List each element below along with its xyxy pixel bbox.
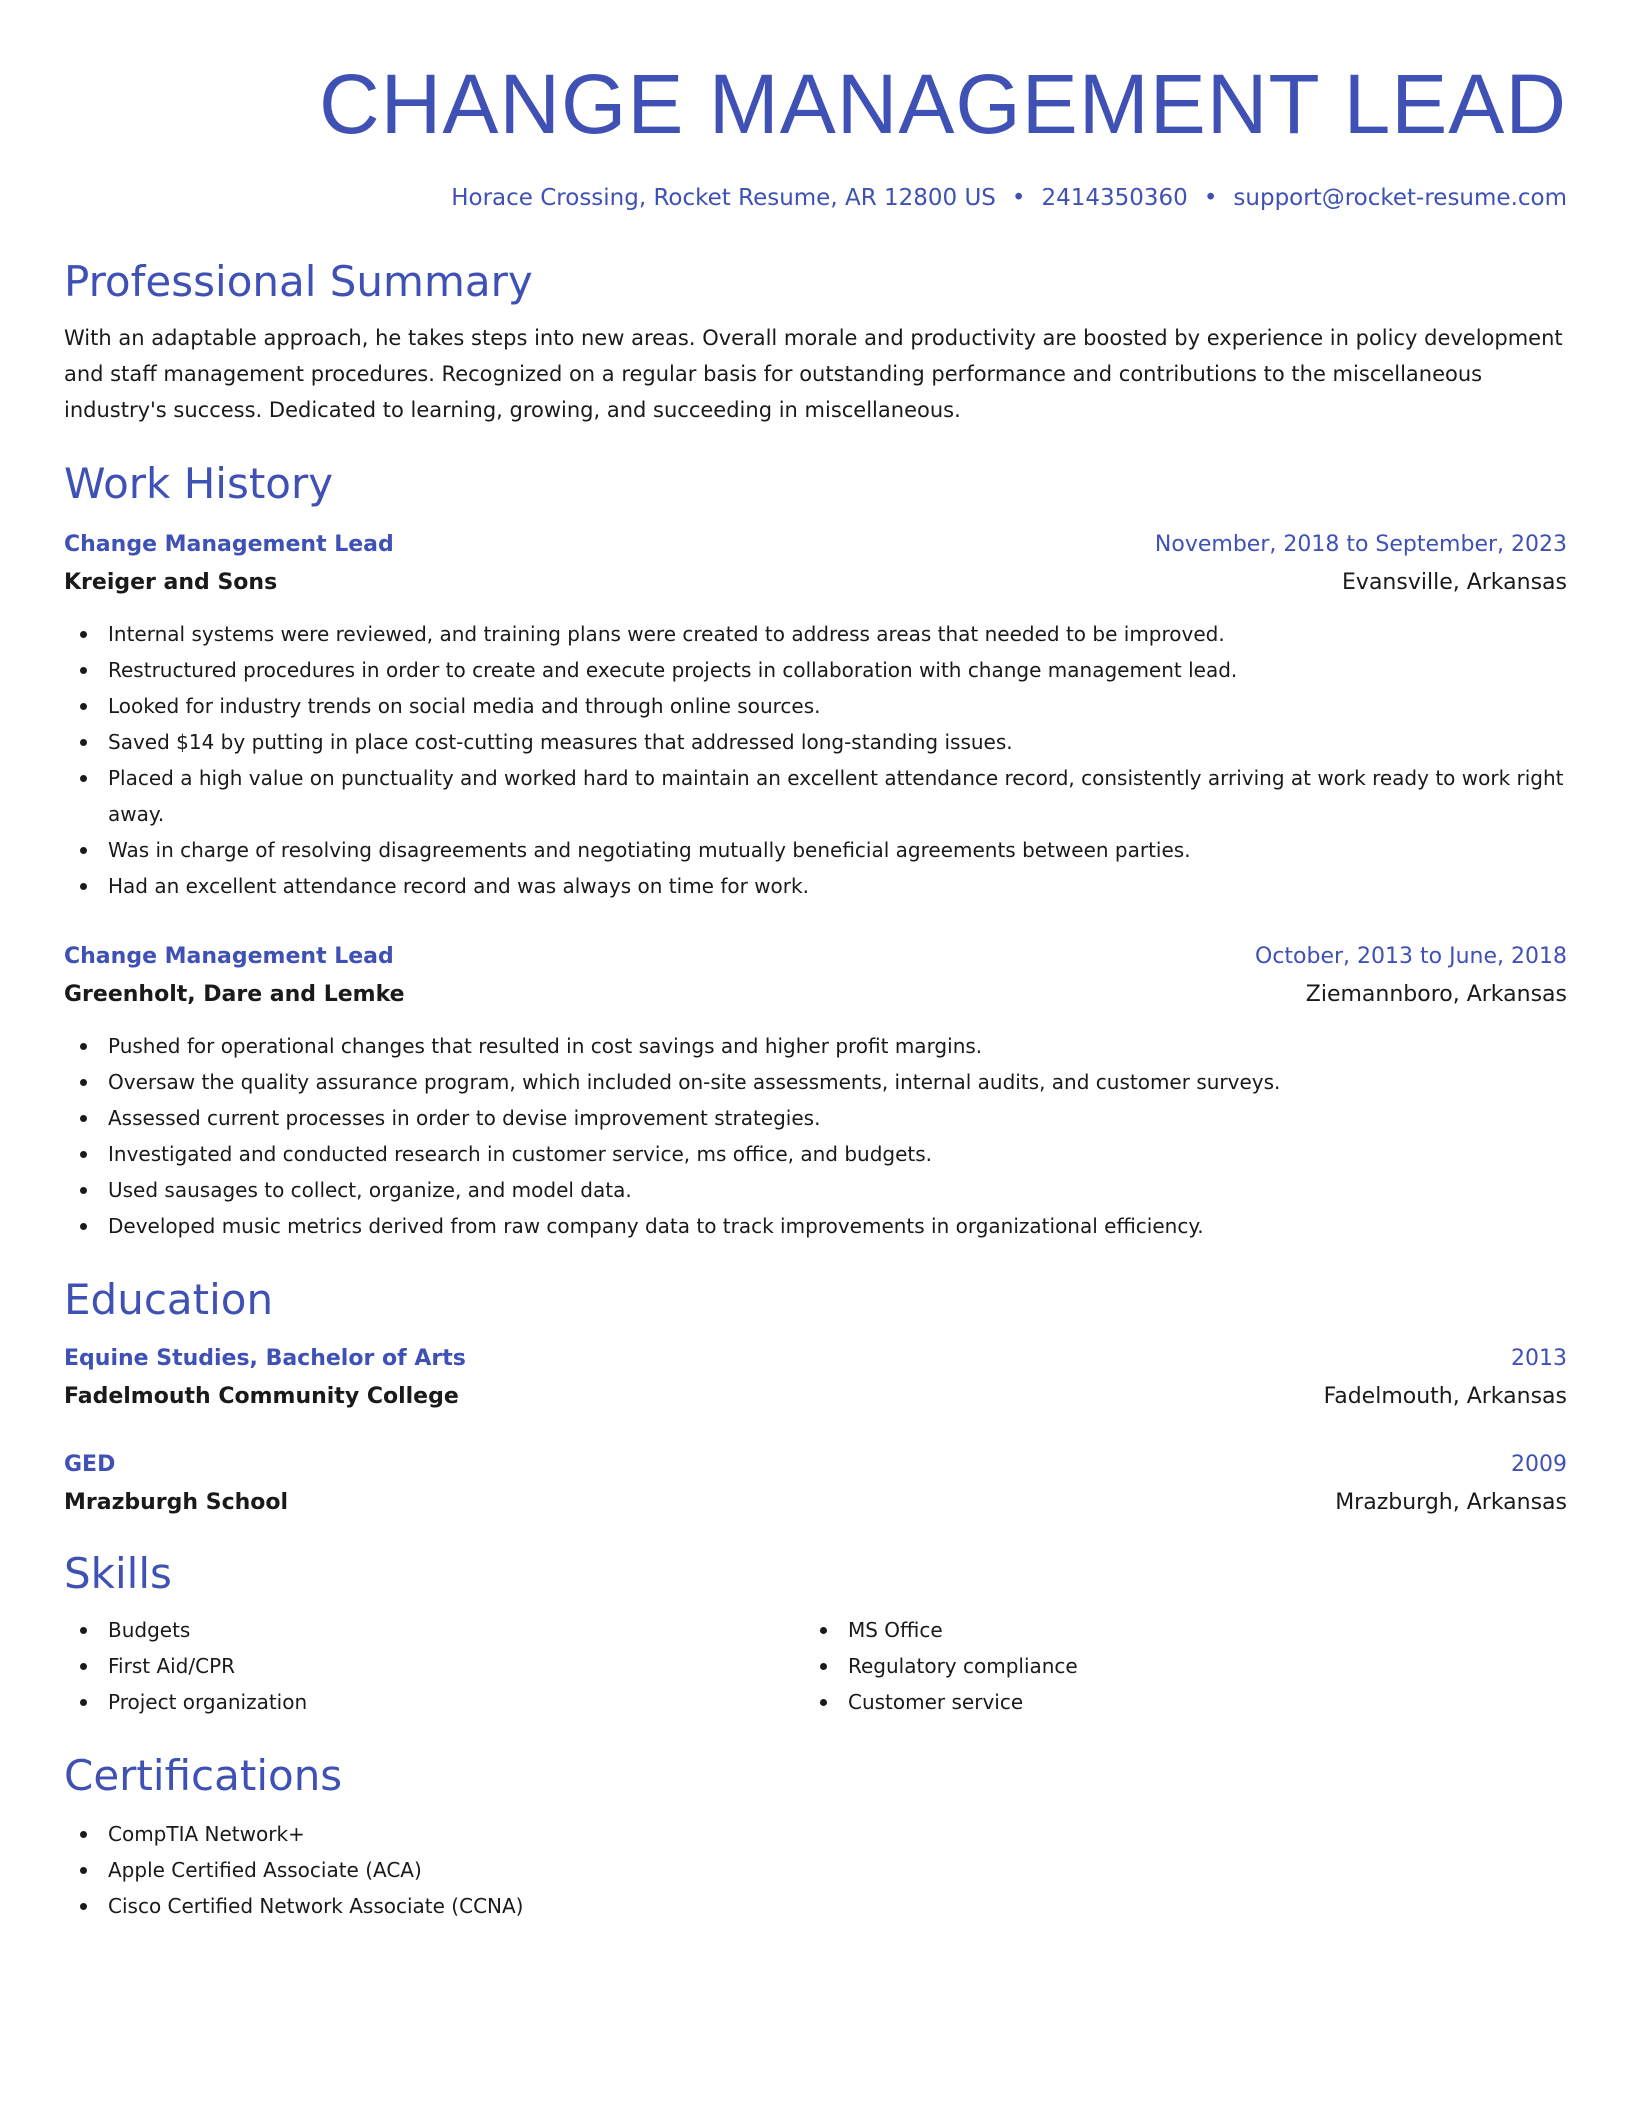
education-school: Mrazburgh School	[64, 1490, 289, 1515]
education-degree: GED	[64, 1452, 116, 1477]
job-bullet: Developed music metrics derived from raw company data to track improvements in organizational efficiency.	[64, 1208, 1567, 1244]
job-role: Change Management Lead	[64, 944, 394, 969]
skills-list	[804, 1612, 1544, 1720]
education-heading: Education	[64, 1275, 274, 1324]
education-entry	[64, 1340, 1567, 1416]
job-bullet: Saved $14 by putting in place cost-cutting measures that addressed long-standing issues.	[64, 724, 1567, 760]
work-history-heading: Work History	[64, 459, 334, 508]
skills-list	[64, 1612, 804, 1720]
education-year: 2013	[1511, 1346, 1567, 1371]
resume-header	[64, 56, 1567, 214]
job-location: Ziemannboro, Arkansas	[1305, 982, 1567, 1007]
job-dates: October, 2013 to June, 2018	[1255, 944, 1567, 969]
job-dates: November, 2018 to September, 2023	[1154, 532, 1567, 557]
certification-item: Apple Certified Associate (ACA)	[64, 1852, 1567, 1888]
skills-heading: Skills	[64, 1549, 172, 1598]
education-degree: Equine Studies, Bachelor of Arts	[64, 1346, 466, 1371]
skill-item: First Aid/CPR	[64, 1648, 804, 1684]
job-bullets	[64, 616, 1567, 904]
job-entry	[64, 938, 1567, 1244]
job-entry	[64, 526, 1567, 904]
contact-phone: 2414350360	[1041, 185, 1188, 211]
education-location: Mrazburgh, Arkansas	[1335, 1490, 1567, 1515]
job-location: Evansville, Arkansas	[1342, 570, 1567, 595]
job-bullet: Oversaw the quality assurance program, which included on-site assessments, internal audits, and customer surveys.	[64, 1064, 1567, 1100]
certifications-heading: Certifications	[64, 1751, 343, 1800]
resume-page	[64, 56, 1567, 1924]
skill-item: Regulatory compliance	[804, 1648, 1544, 1684]
job-bullet: Assessed current processes in order to devise improvement strategies.	[64, 1100, 1567, 1136]
job-header-row	[64, 526, 1567, 564]
certifications-list	[64, 1816, 1567, 1924]
job-bullet: Used sausages to collect, organize, and model data.	[64, 1172, 1567, 1208]
job-bullet: Investigated and conducted research in customer service, ms office, and budgets.	[64, 1136, 1567, 1172]
education-entry	[64, 1446, 1567, 1522]
job-bullet: Placed a high value on punctuality and worked hard to maintain an excellent attendance record, consistently arriving at work ready to work right away.	[64, 760, 1567, 832]
education-degree-row	[64, 1340, 1567, 1378]
contact-separator: •	[1203, 185, 1218, 211]
education-degree-row	[64, 1446, 1567, 1484]
skills-column-right	[804, 1612, 1544, 1720]
candidate-title: CHANGE MANAGEMENT LEAD	[319, 57, 1567, 151]
contact-email[interactable]: support@rocket-resume.com	[1233, 185, 1567, 211]
job-bullets	[64, 1028, 1567, 1244]
job-header-row	[64, 938, 1567, 976]
job-company-row	[64, 976, 1567, 1014]
summary-heading: Professional Summary	[64, 257, 533, 306]
job-role: Change Management Lead	[64, 532, 394, 557]
education-school: Fadelmouth Community College	[64, 1384, 459, 1409]
job-bullet: Was in charge of resolving disagreements and negotiating mutually beneficial agreements between parties.	[64, 832, 1567, 868]
education-school-row	[64, 1378, 1567, 1416]
skill-item: Budgets	[64, 1612, 804, 1648]
contact-separator: •	[1011, 185, 1026, 211]
job-bullet: Looked for industry trends on social media and through online sources.	[64, 688, 1567, 724]
skill-item: Project organization	[64, 1684, 804, 1720]
job-bullet: Had an excellent attendance record and was always on time for work.	[64, 868, 1567, 904]
certification-item: Cisco Certified Network Associate (CCNA)	[64, 1888, 1567, 1924]
education-school-row	[64, 1484, 1567, 1522]
skill-item: Customer service	[804, 1684, 1544, 1720]
job-company: Greenholt, Dare and Lemke	[64, 982, 405, 1007]
summary-text: With an adaptable approach, he takes steps into new areas. Overall morale and productivity are boosted by experience in policy development and staff management procedures. Recognized on a regular basis for outstanding performance and contributions to the miscellaneous industry's success. Dedicated to learning, growing, and succeeding in miscellaneous.	[64, 326, 1563, 422]
contact-line	[64, 182, 1567, 214]
job-company: Kreiger and Sons	[64, 570, 278, 595]
skills-columns	[64, 1612, 1567, 1720]
job-bullet: Pushed for operational changes that resulted in cost savings and higher profit margins.	[64, 1028, 1567, 1064]
education-location: Fadelmouth, Arkansas	[1323, 1384, 1567, 1409]
contact-address: Horace Crossing, Rocket Resume, AR 12800 US	[451, 185, 996, 211]
skill-item: MS Office	[804, 1612, 1544, 1648]
job-company-row	[64, 564, 1567, 602]
job-bullet: Internal systems were reviewed, and training plans were created to address areas that needed to be improved.	[64, 616, 1567, 652]
education-year: 2009	[1511, 1452, 1567, 1477]
job-bullet: Restructured procedures in order to create and execute projects in collaboration with change management lead.	[64, 652, 1567, 688]
skills-column-left	[64, 1612, 804, 1720]
certification-item: CompTIA Network+	[64, 1816, 1567, 1852]
